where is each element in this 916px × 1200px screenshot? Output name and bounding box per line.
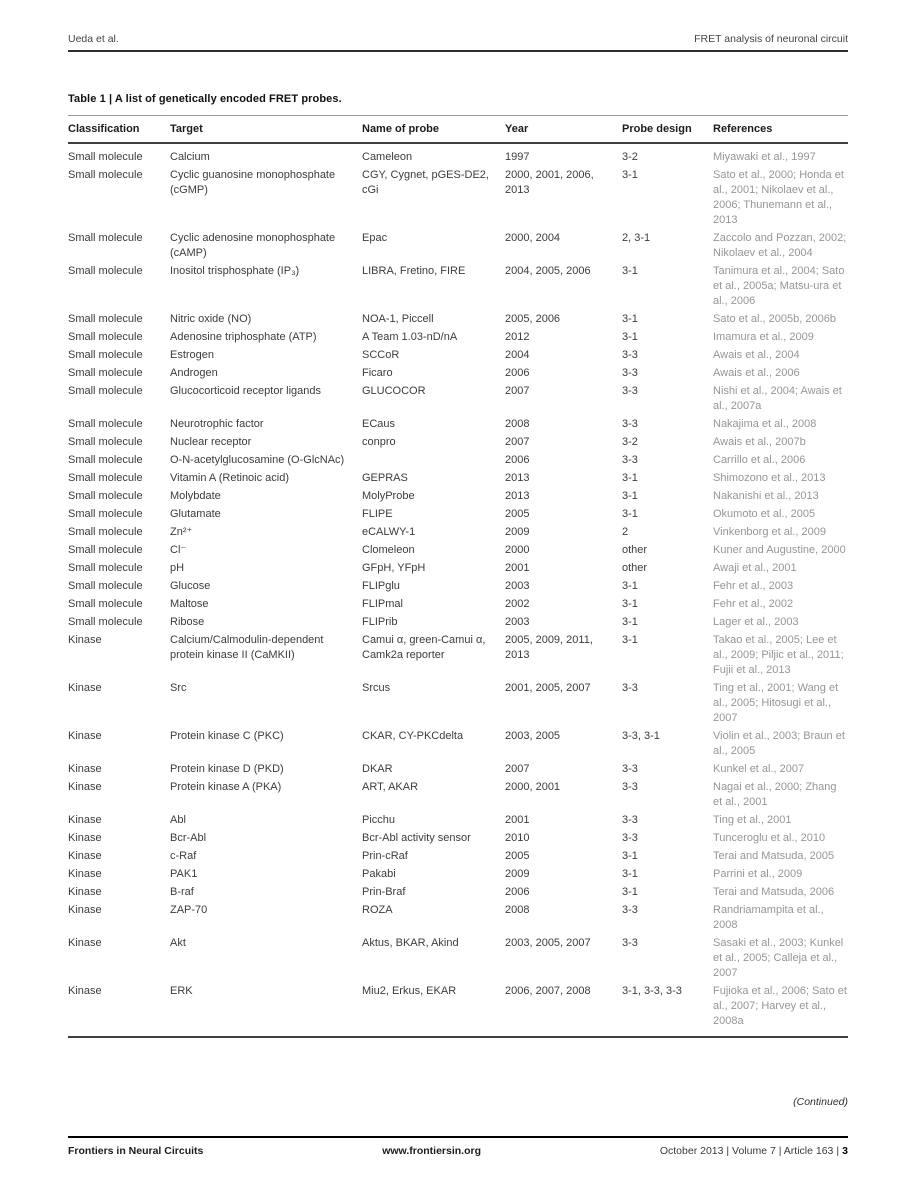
cell-target: Molybdate <box>170 490 221 502</box>
cell-target: Inositol trisphosphate (IP₃) <box>170 265 300 277</box>
cell-target: Calcium/Calmodulin-dependent protein kinase II (CaMKII) <box>170 634 324 661</box>
cell-classification: Kinase <box>68 832 102 844</box>
cell-probe-name: NOA-1, Piccell <box>362 313 434 325</box>
cell-classification: Kinase <box>68 886 102 898</box>
cell-year: 2006 <box>505 367 530 379</box>
cell-classification: Small molecule <box>68 313 143 325</box>
table-row <box>68 614 848 632</box>
cell-year: 2000 <box>505 544 530 556</box>
cell-references: Tunceroglu et al., 2010 <box>713 832 826 844</box>
cell-year: 2001 <box>505 814 530 826</box>
cell-probe-name: Clomeleon <box>362 544 415 556</box>
cell-references: Violin et al., 2003; Braun et al., 2005 <box>713 730 845 757</box>
table-row <box>68 848 848 866</box>
cell-probe-name: MolyProbe <box>362 490 415 502</box>
footer-website-link[interactable]: www.frontiersin.org <box>382 1145 481 1157</box>
cell-target: Src <box>170 682 187 694</box>
cell-classification: Kinase <box>68 781 102 793</box>
cell-classification: Kinase <box>68 850 102 862</box>
cell-probe-design: 3-3 <box>622 367 638 379</box>
cell-references: Sato et al., 2000; Honda et al., 2001; Nikolaev et al., 2006; Thunemann et al., 2013 <box>713 169 844 226</box>
column-header-probe-name: Name of probe <box>362 116 505 144</box>
cell-target: Glucose <box>170 580 211 592</box>
cell-year: 2008 <box>505 904 530 916</box>
page-footer <box>68 1136 848 1157</box>
cell-year: 2007 <box>505 436 530 448</box>
cell-year: 2000, 2004 <box>505 232 561 244</box>
cell-probe-name: Aktus, BKAR, Akind <box>362 937 459 949</box>
cell-probe-design: other <box>622 544 648 556</box>
cell-year: 2005 <box>505 850 530 862</box>
cell-references: Kuner and Augustine, 2000 <box>713 544 846 556</box>
cell-classification: Small molecule <box>68 562 143 574</box>
cell-target: Neurotrophic factor <box>170 418 264 430</box>
cell-classification: Small molecule <box>68 151 143 163</box>
cell-probe-name: Prin-cRaf <box>362 850 408 862</box>
cell-probe-name: GFpH, YFpH <box>362 562 426 574</box>
table-row <box>68 542 848 560</box>
table-body <box>68 143 848 1037</box>
cell-classification: Small molecule <box>68 418 143 430</box>
column-header-probe-design: Probe design <box>622 116 713 144</box>
cell-year: 2006 <box>505 886 530 898</box>
cell-classification: Small molecule <box>68 367 143 379</box>
cell-target: Androgen <box>170 367 218 379</box>
cell-year: 2012 <box>505 331 530 343</box>
cell-classification: Small molecule <box>68 598 143 610</box>
cell-probe-design: 3-2 <box>622 436 638 448</box>
cell-probe-design: 3-3 <box>622 814 638 826</box>
cell-probe-name: Picchu <box>362 814 396 826</box>
cell-probe-design: 3-3 <box>622 832 638 844</box>
cell-references: Tanimura et al., 2004; Sato et al., 2005a; Matsu-ura et al., 2006 <box>713 265 845 307</box>
cell-probe-design: 3-1 <box>622 616 638 628</box>
footer-page-number: 3 <box>842 1145 848 1157</box>
cell-year: 2005, 2006 <box>505 313 561 325</box>
footer-journal-name: Frontiers in Neural Circuits <box>68 1145 204 1157</box>
cell-references: Awais et al., 2006 <box>713 367 800 379</box>
cell-probe-design: other <box>622 562 648 574</box>
cell-year: 2006 <box>505 454 530 466</box>
cell-year: 2000, 2001, 2006, 2013 <box>505 169 594 196</box>
cell-classification: Kinase <box>68 682 102 694</box>
cell-probe-name: SCCoR <box>362 349 400 361</box>
cell-target: Nuclear receptor <box>170 436 252 448</box>
cell-references: Randriamampita et al., 2008 <box>713 904 824 931</box>
cell-year: 2013 <box>505 490 530 502</box>
cell-target: Cl⁻ <box>170 544 187 556</box>
table-row <box>68 365 848 383</box>
table-row <box>68 230 848 263</box>
cell-year: 2002 <box>505 598 530 610</box>
cell-probe-design: 3-3 <box>622 763 638 775</box>
cell-probe-design: 2 <box>622 526 629 538</box>
cell-year: 2004 <box>505 349 530 361</box>
cell-probe-design: 2, 3-1 <box>622 232 651 244</box>
running-head-authors: Ueda et al. <box>68 33 119 45</box>
cell-probe-design: 3-3 <box>622 904 638 916</box>
table-row <box>68 983 848 1037</box>
cell-classification: Kinase <box>68 868 102 880</box>
cell-probe-design: 3-3 <box>622 418 638 430</box>
cell-probe-design: 3-1 <box>622 313 638 325</box>
cell-classification: Kinase <box>68 634 102 646</box>
cell-references: Ting et al., 2001 <box>713 814 792 826</box>
cell-references: Sato et al., 2005b, 2006b <box>713 313 836 325</box>
cell-references: Miyawaki et al., 1997 <box>713 151 816 163</box>
cell-year: 2013 <box>505 472 530 484</box>
cell-references: Zaccolo and Pozzan, 2002; Nikolaev et al., 2004 <box>713 232 847 259</box>
cell-year: 2010 <box>505 832 530 844</box>
cell-probe-name: eCALWY-1 <box>362 526 416 538</box>
cell-probe-name: Prin-Braf <box>362 886 406 898</box>
table-row <box>68 506 848 524</box>
running-head-title: FRET analysis of neuronal circuit <box>694 33 848 45</box>
cell-references: Carrillo et al., 2006 <box>713 454 806 466</box>
cell-target: c-Raf <box>170 850 197 862</box>
cell-probe-name: CGY, Cygnet, pGES-DE2, cGi <box>362 169 489 196</box>
cell-target: Abl <box>170 814 186 826</box>
cell-probe-design: 3-1 <box>622 886 638 898</box>
cell-year: 2007 <box>505 763 530 775</box>
cell-probe-name: FLIPglu <box>362 580 400 592</box>
cell-target: Maltose <box>170 598 209 610</box>
cell-classification: Small molecule <box>68 331 143 343</box>
table-row <box>68 452 848 470</box>
cell-year: 2009 <box>505 868 530 880</box>
cell-probe-design: 3-1 <box>622 634 638 646</box>
cell-references: Takao et al., 2005; Lee et al., 2009; Piljic et al., 2011; Fujii et al., 2013 <box>713 634 844 676</box>
cell-target: Vitamin A (Retinoic acid) <box>170 472 290 484</box>
cell-probe-name: FLIPE <box>362 508 393 520</box>
cell-references: Lager et al., 2003 <box>713 616 799 628</box>
cell-year: 2009 <box>505 526 530 538</box>
cell-year: 2003, 2005 <box>505 730 561 742</box>
table-row <box>68 143 848 167</box>
table-row <box>68 728 848 761</box>
cell-year: 2008 <box>505 418 530 430</box>
cell-probe-design: 3-3 <box>622 937 638 949</box>
cell-year: 2004, 2005, 2006 <box>505 265 591 277</box>
cell-year: 2003 <box>505 580 530 592</box>
cell-target: pH <box>170 562 185 574</box>
cell-probe-name: ART, AKAR <box>362 781 419 793</box>
cell-references: Nakanishi et al., 2013 <box>713 490 819 502</box>
cell-year: 2007 <box>505 385 530 397</box>
cell-references: Fujioka et al., 2006; Sato et al., 2007; Harvey et al., 2008a <box>713 983 848 1037</box>
table-row <box>68 830 848 848</box>
cell-target: B-raf <box>170 886 194 898</box>
cell-classification: Small molecule <box>68 169 143 181</box>
cell-probe-design: 3-1 <box>622 169 638 181</box>
cell-references: Nakajima et al., 2008 <box>713 418 817 430</box>
cell-references: Okumoto et al., 2005 <box>713 508 816 520</box>
cell-classification: Kinase <box>68 904 102 916</box>
cell-probe-name: A Team 1.03-nD/nA <box>362 331 458 343</box>
cell-probe-name: Pakabi <box>362 868 396 880</box>
cell-classification: Small molecule <box>68 508 143 520</box>
cell-probe-design: 3-2 <box>622 151 638 163</box>
cell-classification: Small molecule <box>68 232 143 244</box>
cell-probe-design: 3-3 <box>622 454 638 466</box>
table-row <box>68 434 848 452</box>
cell-probe-design: 3-3 <box>622 781 638 793</box>
cell-target: Calcium <box>170 151 210 163</box>
cell-target: Zn²⁺ <box>170 526 193 538</box>
cell-probe-name: Ficaro <box>362 367 393 379</box>
table-row <box>68 560 848 578</box>
cell-probe-design: 3-1 <box>622 598 638 610</box>
cell-year: 2005, 2009, 2011, 2013 <box>505 634 593 661</box>
table-row <box>68 416 848 434</box>
table-title: Table 1 | A list of genetically encoded FRET probes. <box>68 93 342 105</box>
cell-year: 2003 <box>505 616 530 628</box>
cell-year: 2001, 2005, 2007 <box>505 682 591 694</box>
cell-probe-design: 3-1 <box>622 331 638 343</box>
table-row <box>68 761 848 779</box>
cell-references: Awaji et al., 2001 <box>713 562 797 574</box>
cell-classification: Small molecule <box>68 265 143 277</box>
cell-probe-design: 3-1 <box>622 490 638 502</box>
cell-probe-name: LIBRA, Fretino, FIRE <box>362 265 466 277</box>
cell-target: PAK1 <box>170 868 198 880</box>
cell-probe-name: DKAR <box>362 763 393 775</box>
cell-target: Bcr-Abl <box>170 832 207 844</box>
cell-probe-name: Bcr-Abl activity sensor <box>362 832 471 844</box>
table-row <box>68 470 848 488</box>
table-row <box>68 329 848 347</box>
footer-separator: | <box>836 1145 840 1157</box>
table-row <box>68 167 848 230</box>
column-header-year: Year <box>505 116 622 144</box>
table-row <box>68 263 848 311</box>
fret-probes-table <box>68 115 848 1038</box>
cell-target: Protein kinase C (PKC) <box>170 730 284 742</box>
cell-probe-name: Srcus <box>362 682 391 694</box>
column-header-classification: Classification <box>68 116 170 144</box>
cell-references: Imamura et al., 2009 <box>713 331 814 343</box>
cell-classification: Small molecule <box>68 490 143 502</box>
cell-references: Vinkenborg et al., 2009 <box>713 526 826 538</box>
cell-probe-design: 3-1 <box>622 580 638 592</box>
cell-target: Protein kinase A (PKA) <box>170 781 282 793</box>
cell-references: Parrini et al., 2009 <box>713 868 803 880</box>
cell-target: Adenosine triphosphate (ATP) <box>170 331 317 343</box>
cell-target: Protein kinase D (PKD) <box>170 763 284 775</box>
cell-probe-design: 3-1, 3-3, 3-3 <box>622 983 713 1037</box>
cell-probe-name: GEPRAS <box>362 472 408 484</box>
cell-year: 1997 <box>505 151 530 163</box>
table-row <box>68 866 848 884</box>
table-row <box>68 311 848 329</box>
cell-classification: Kinase <box>68 937 102 949</box>
cell-references: Awais et al., 2004 <box>713 349 800 361</box>
cell-classification: Small molecule <box>68 436 143 448</box>
cell-classification: Small molecule <box>68 454 143 466</box>
cell-probe-name: ROZA <box>362 904 393 916</box>
table-row <box>68 935 848 983</box>
cell-target: ERK <box>170 983 362 1037</box>
cell-references: Nishi et al., 2004; Awais et al., 2007a <box>713 385 842 412</box>
cell-probe-design: 3-3, 3-1 <box>622 730 660 742</box>
cell-references: Terai and Matsuda, 2005 <box>713 850 835 862</box>
cell-probe-design: 3-1 <box>622 850 638 862</box>
table-row <box>68 596 848 614</box>
cell-probe-design: 3-1 <box>622 472 638 484</box>
table-row <box>68 578 848 596</box>
cell-classification: Kinase <box>68 983 170 1037</box>
cell-probe-name: Cameleon <box>362 151 413 163</box>
cell-target: Estrogen <box>170 349 215 361</box>
cell-references: Awais et al., 2007b <box>713 436 806 448</box>
cell-probe-name <box>362 452 505 470</box>
table-row <box>68 812 848 830</box>
cell-target: Glucocorticoid receptor ligands <box>170 385 322 397</box>
cell-probe-name: GLUCOCOR <box>362 385 426 397</box>
cell-classification: Small molecule <box>68 616 143 628</box>
cell-references: Fehr et al., 2002 <box>713 598 794 610</box>
running-head <box>68 33 848 52</box>
cell-probe-design: 3-1 <box>622 868 638 880</box>
cell-target: O-N-acetylglucosamine (O-GlcNAc) <box>170 454 345 466</box>
cell-probe-name: Camui α, green-Camui α, Camk2a reporter <box>362 634 486 661</box>
cell-year: 2001 <box>505 562 530 574</box>
cell-probe-design: 3-3 <box>622 682 638 694</box>
cell-probe-design: 3-3 <box>622 349 638 361</box>
cell-year: 2000, 2001 <box>505 781 561 793</box>
cell-classification: Small molecule <box>68 544 143 556</box>
cell-references: Nagai et al., 2000; Zhang et al., 2001 <box>713 781 837 808</box>
table-row <box>68 488 848 506</box>
cell-probe-design: 3-1 <box>622 265 638 277</box>
cell-probe-name: conpro <box>362 436 396 448</box>
cell-year: 2003, 2005, 2007 <box>505 937 591 949</box>
cell-target: Ribose <box>170 616 205 628</box>
continued-note: (Continued) <box>793 1096 848 1108</box>
cell-probe-design: 3-1 <box>622 508 638 520</box>
column-header-target: Target <box>170 116 362 144</box>
cell-target: Glutamate <box>170 508 221 520</box>
cell-probe-name: ECaus <box>362 418 396 430</box>
footer-issue-text: October 2013 | Volume 7 | Article 163 <box>659 1145 834 1157</box>
cell-year: 2006, 2007, 2008 <box>505 983 622 1037</box>
table-row <box>68 632 848 680</box>
cell-references: Shimozono et al., 2013 <box>713 472 826 484</box>
table-row <box>68 680 848 728</box>
cell-references: Sasaki et al., 2003; Kunkel et al., 2005; Calleja et al., 2007 <box>713 937 844 979</box>
cell-probe-name: Miu2, Erkus, EKAR <box>362 983 505 1037</box>
cell-classification: Small molecule <box>68 472 143 484</box>
table-header <box>68 116 848 144</box>
cell-references: Terai and Matsuda, 2006 <box>713 886 835 898</box>
cell-references: Ting et al., 2001; Wang et al., 2005; Hitosugi et al., 2007 <box>713 682 839 724</box>
table-row <box>68 347 848 365</box>
table-row <box>68 779 848 812</box>
cell-classification: Small molecule <box>68 580 143 592</box>
cell-references: Kunkel et al., 2007 <box>713 763 805 775</box>
cell-probe-name: FLIPmal <box>362 598 403 610</box>
cell-classification: Kinase <box>68 814 102 826</box>
table-row <box>68 884 848 902</box>
cell-target: Cyclic guanosine monophosphate (cGMP) <box>170 169 336 196</box>
cell-probe-name: Epac <box>362 232 388 244</box>
cell-references: Fehr et al., 2003 <box>713 580 794 592</box>
cell-year: 2005 <box>505 508 530 520</box>
cell-classification: Kinase <box>68 730 102 742</box>
cell-target: Akt <box>170 937 186 949</box>
table-row <box>68 524 848 542</box>
cell-classification: Kinase <box>68 763 102 775</box>
cell-target: Cyclic adenosine monophosphate (cAMP) <box>170 232 336 259</box>
table-row <box>68 902 848 935</box>
cell-classification: Small molecule <box>68 526 143 538</box>
cell-target: Nitric oxide (NO) <box>170 313 252 325</box>
cell-target: ZAP-70 <box>170 904 208 916</box>
footer-issue-info <box>660 1145 848 1157</box>
cell-classification: Small molecule <box>68 385 143 397</box>
cell-classification: Small molecule <box>68 349 143 361</box>
column-header-references: References <box>713 116 848 144</box>
table-row <box>68 383 848 416</box>
table-header-row <box>68 116 848 144</box>
cell-probe-name: FLIPrib <box>362 616 398 628</box>
cell-probe-name: CKAR, CY-PKCdelta <box>362 730 464 742</box>
cell-probe-design: 3-3 <box>622 385 638 397</box>
